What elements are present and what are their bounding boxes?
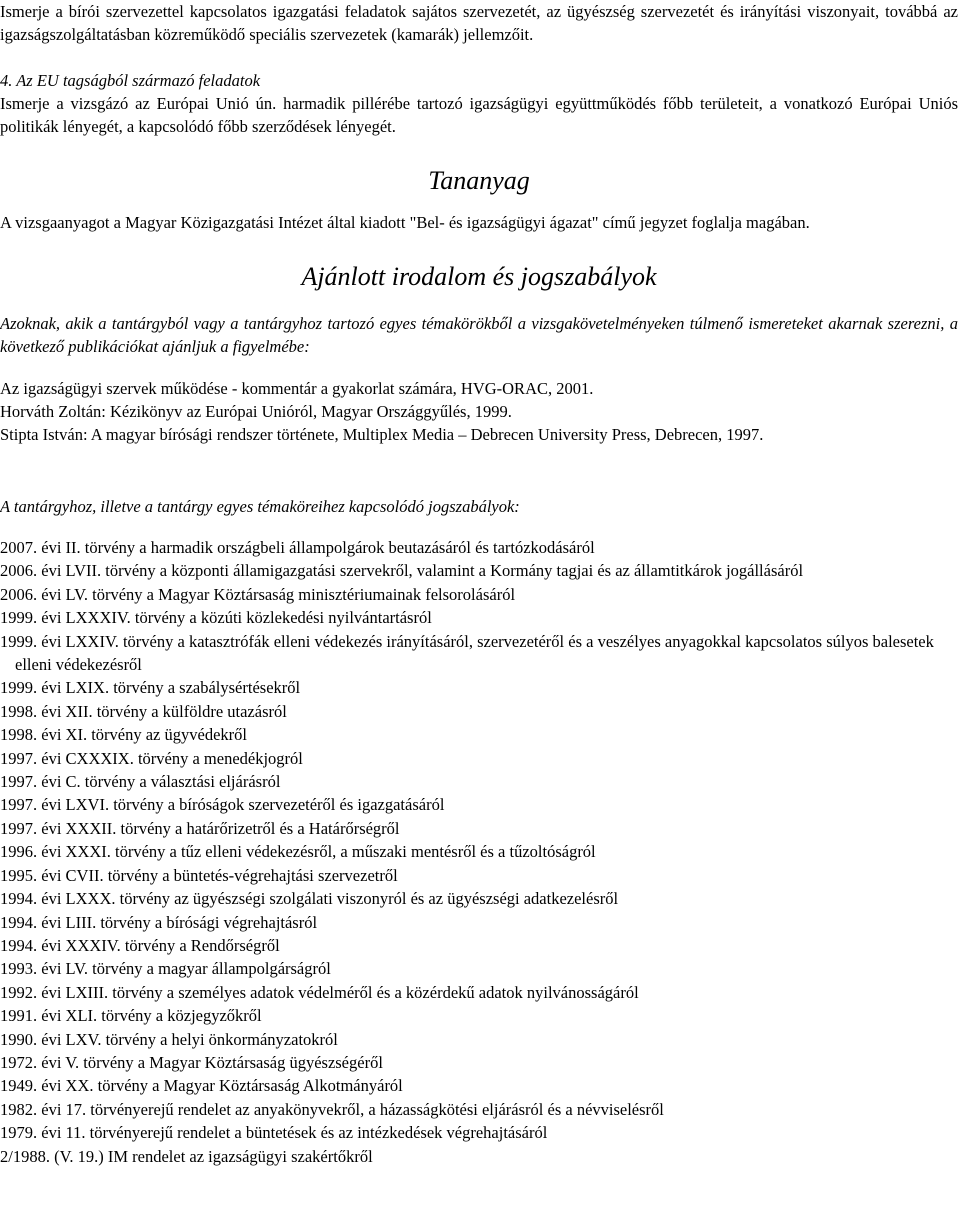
law-item: 1991. évi XLI. törvény a közjegyzőkről — [0, 1006, 262, 1026]
reference-item: Az igazságügyi szervek működése - kommentár a gyakorlat számára, HVG-ORAC, 2001. — [0, 379, 594, 398]
ajanlott-intro: Azoknak, akik a tantárgyból vagy a tantárgyhoz tartozó egyes témakörökből a vizsgakövetelményeken túlmenő ismereteket akarnak szerezni, a következő publikációkat ajánljuk a figyelmébe: — [0, 314, 958, 356]
law-item: 1990. évi LXV. törvény a helyi önkormányzatokról — [0, 1029, 338, 1049]
law-item: 1997. évi XXXII. törvény a határőrizetről és a Határőrségről — [0, 818, 400, 838]
law-item: 1999. évi LXXIV. törvény a katasztrófák elleni védekezés irányításáról, szervezetéről és a veszélyes anyagokkal kapcsolatos súlyos balesetek elleni védekezésről — [0, 631, 934, 675]
law-item: 1972. évi V. törvény a Magyar Köztársaság ügyészségéről — [0, 1052, 383, 1072]
tananyag-title: Tananyag — [428, 166, 530, 195]
law-item: 1995. évi CVII. törvény a büntetés-végrehajtási szervezetről — [0, 865, 398, 885]
law-item: 1994. évi LXXX. törvény az ügyészségi szolgálati viszonyról és az ügyészségi adatkezelésről — [0, 889, 619, 909]
reference-item: Stipta István: A magyar bírósági rendszer története, Multiplex Media – Debrecen University Press, Debrecen, 1997. — [0, 425, 764, 444]
laws-intro: A tantárgyhoz, illetve a tantárgy egyes témaköreihez kapcsolódó jogszabályok: — [0, 497, 520, 516]
law-item: 1994. évi LIII. törvény a bírósági végrehajtásról — [0, 912, 318, 932]
section-4-heading: 4. Az EU tagságból származó feladatok — [0, 71, 261, 90]
law-item: 2006. évi LV. törvény a Magyar Köztársaság minisztériumainak felsorolásáról — [0, 584, 516, 604]
law-item: 2006. évi LVII. törvény a központi államigazgatási szervekről, valamint a Kormány tagjai és az államtitkárok jogállásáról — [0, 561, 804, 581]
law-item: 1949. évi XX. törvény a Magyar Köztársaság Alkotmányáról — [0, 1076, 403, 1096]
law-item: 1998. évi XI. törvény az ügyvédekről — [0, 725, 247, 745]
law-item: 1996. évi XXXI. törvény a tűz elleni védekezésről, a műszaki mentésről és a tűzoltóságról — [0, 842, 596, 862]
law-item: 1982. évi 17. törvényerejű rendelet az anyakönyvekről, a házasságkötési eljárásról és a névviselésről — [0, 1099, 664, 1119]
law-item: 1979. évi 11. törvényerejű rendelet a büntetések és az intézkedések végrehajtásáról — [0, 1123, 548, 1143]
law-item: 1997. évi LXVI. törvény a bíróságok szervezetéről és igazgatásáról — [0, 795, 445, 815]
law-item: 1992. évi LXIII. törvény a személyes adatok védelméről és a közérdekű adatok nyilvánosságáról — [0, 982, 639, 1002]
reference-list — [0, 377, 958, 446]
law-item: 1994. évi XXXIV. törvény a Rendőrségről — [0, 935, 280, 955]
law-item: 2/1988. (V. 19.) IM rendelet az igazságügyi szakértőkről — [0, 1146, 373, 1166]
law-item: 1993. évi LV. törvény a magyar állampolgárságról — [0, 959, 331, 979]
law-item: 1999. évi LXIX. törvény a szabálysértésekről — [0, 678, 301, 698]
ajanlott-title: Ajánlott irodalom és jogszabályok — [301, 262, 657, 291]
reference-item: Horváth Zoltán: Kézikönyv az Európai Unióról, Magyar Országgyűlés, 1999. — [0, 402, 512, 421]
law-item: 2007. évi II. törvény a harmadik országbeli állampolgárok beutazásáról és tartózkodásáról — [0, 538, 595, 557]
tananyag-text: A vizsgaanyagot a Magyar Közigazgatási Intézet által kiadott "Bel- és igazságügyi ágazat" című jegyzet foglalja magában. — [0, 213, 810, 232]
law-list — [0, 536, 958, 1168]
intro-paragraph: Ismerje a bírói szervezettel kapcsolatos igazgatási feladatok sajátos szervezetét, az ügyészség szervezetét és irányítási viszonyait, továbbá az igazságszolgáltatásban közreműködő speciális szervezetek (kamarák) jellemzőit. — [0, 2, 958, 44]
law-item: 1997. évi CXXXIX. törvény a menedékjogról — [0, 748, 303, 768]
law-item: 1997. évi C. törvény a választási eljárásról — [0, 772, 281, 792]
law-item: 1999. évi LXXXIV. törvény a közúti közlekedési nyilvántartásról — [0, 608, 432, 628]
section-4-text: Ismerje a vizsgázó az Európai Unió ún. harmadik pillérébe tartozó igazságügyi együttműködés főbb területeit, a vonatkozó Európai Uniós politikák lényegét, a kapcsolódó főbb szerződések lényegét. — [0, 94, 958, 136]
law-item: 1998. évi XII. törvény a külföldre utazásról — [0, 701, 287, 721]
